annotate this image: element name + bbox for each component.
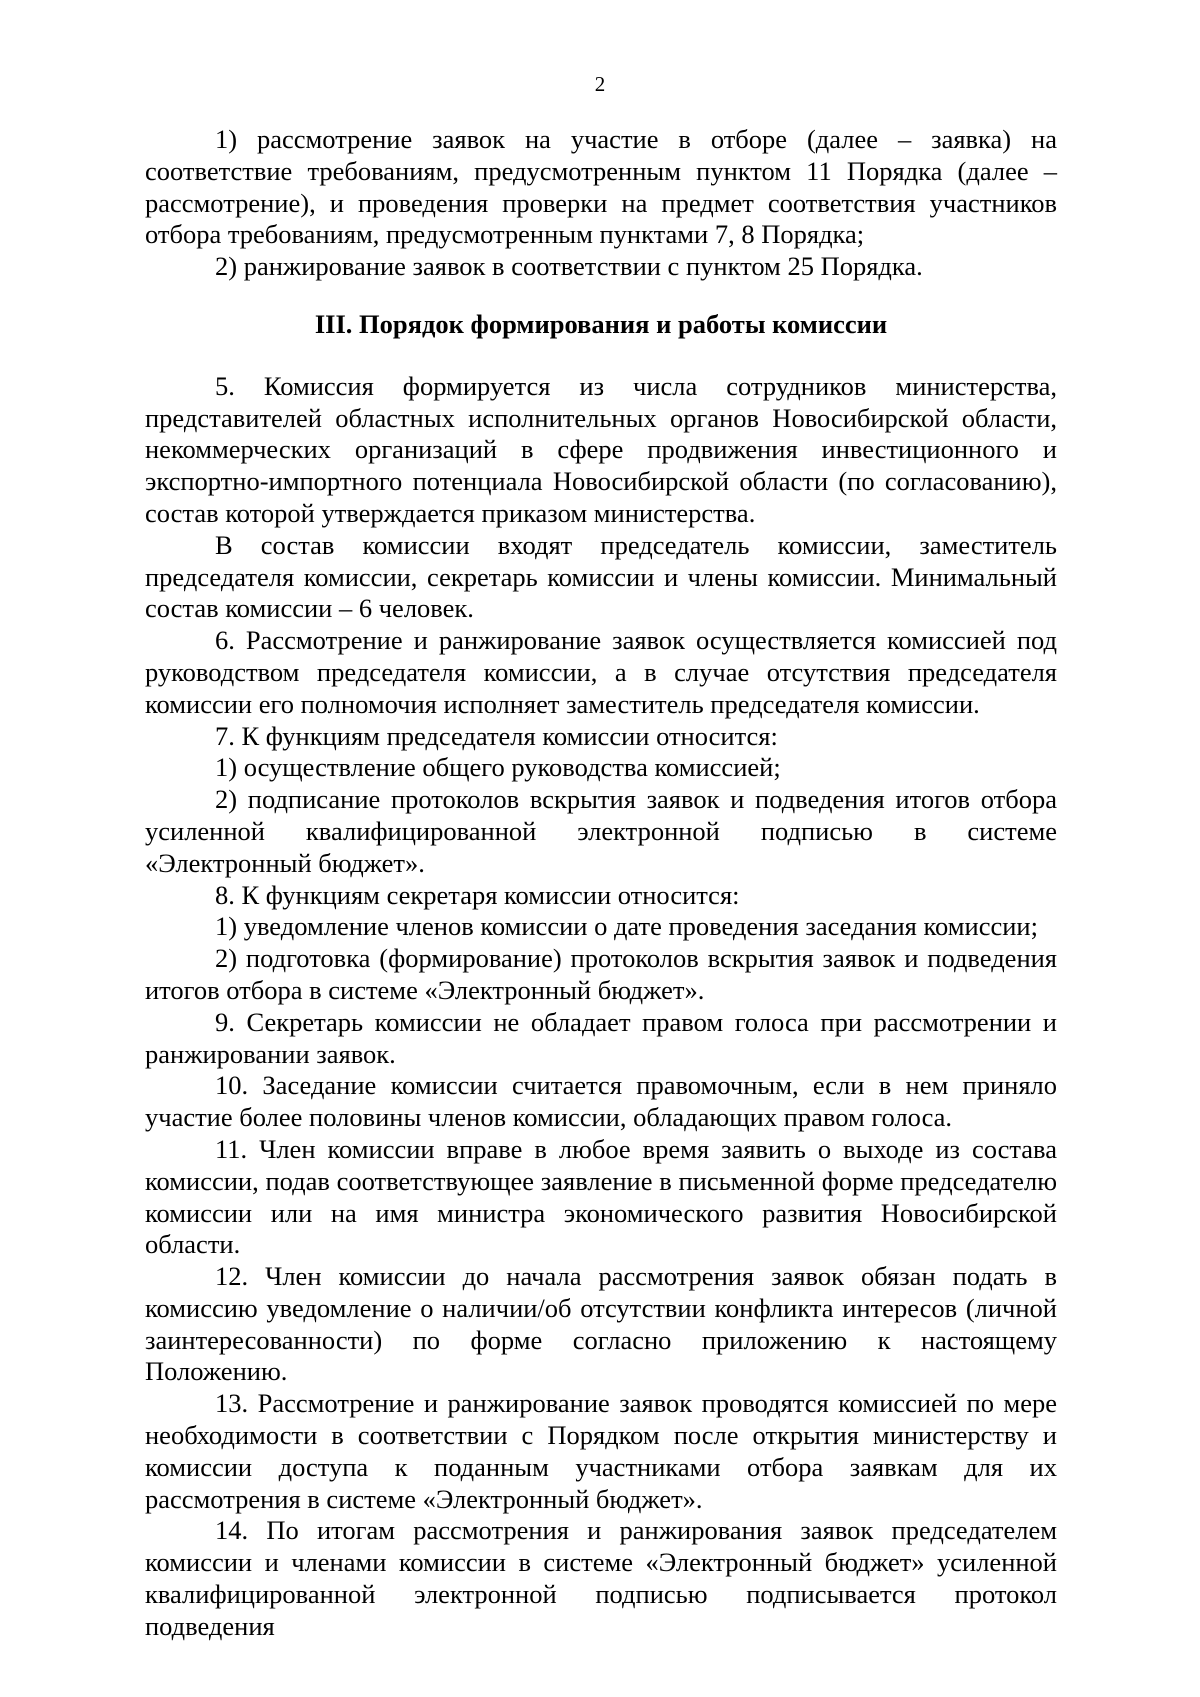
paragraph-7: 7. К функциям председателя комиссии относится: [215,720,778,751]
paragraph-7-item-1: 1) осуществление общего руководства комиссией; [215,752,781,783]
paragraph-8-item-2: 2) подготовка (формирование) протоколов вскрытия заявок и подведения итогов отбора в системе «Электронный бюджет». [145,943,1057,1005]
paragraph-5-composition: В состав комиссии входят председатель комиссии, заместитель председателя комиссии, секретарь комиссии и члены комиссии. Минимальный состав комиссии – 6 человек. [145,529,1057,624]
page-number: 2 [594,72,606,96]
paragraph-14: 14. По итогам рассмотрения и ранжирования заявок председателем комиссии и членами комиссии в системе «Электронный бюджет» усиленной квалифицированной электронной подписью подписывается протокол подведения [145,1515,1057,1641]
paragraph-9: 9. Секретарь комиссии не обладает правом голоса при рассмотрении и ранжировании заявок. [145,1006,1057,1069]
paragraph-10: 10. Заседание комиссии считается правомочным, если в нем приняло участие более половины членов комиссии, обладающих правом голоса. [145,1070,1057,1133]
document-body [145,124,1057,1643]
paragraph-item-1-review: 1) рассмотрение заявок на участие в отборе (далее – заявка) на соответствие требованиям, предусмотренным пунктом 11 Порядка (далее – рассмотрение), и проведения проверки на предмет соответствия участников отбора требованиям, предусмотренным пунктами 7, 8 Порядка; [145,124,1057,250]
section-heading: III. Порядок формирования и работы комиссии [314,308,888,339]
paragraph-item-2-ranking: 2) ранжирование заявок в соответствии с пунктом 25 Порядка. [215,251,923,282]
paragraph-12: 12. Член комиссии до начала рассмотрения заявок обязан подать в комиссию уведомление о наличии/об отсутствии конфликта интересов (личной заинтересованности) по форме согласно приложению к настоящему Положению. [145,1261,1057,1387]
paragraph-7-item-2: 2) подписание протоколов вскрытия заявок и подведения итогов отбора усиленной квалифицированной электронной подписью в системе «Электронный бюджет». [145,784,1057,878]
paragraph-8: 8. К функциям секретаря комиссии относится: [215,879,740,910]
paragraph-6: 6. Рассмотрение и ранжирование заявок осуществляется комиссией под руководством председателя комиссии, а в случае отсутствия председателя комиссии его полномочия исполняет заместитель председателя комиссии. [145,625,1057,719]
paragraph-13: 13. Рассмотрение и ранжирование заявок проводятся комиссией по мере необходимости в соответствии с Порядком после открытия министерству и комиссии доступа к поданным участниками отбора заявкам для их рассмотрения в системе «Электронный бюджет». [145,1388,1057,1514]
paragraph-8-item-1: 1) уведомление членов комиссии о дате проведения заседания комиссии; [215,911,1038,942]
paragraph-11: 11. Член комиссии вправе в любое время заявить о выходе из состава комиссии, подав соответствующее заявление в письменной форме председателю комиссии или на имя министра экономического развития Новосибирской области. [145,1133,1057,1260]
paragraph-5: 5. Комиссия формируется из числа сотрудников министерства, представителей областных исполнительных органов Новосибирской области, некоммерческих организаций в сфере продвижения инвестиционного и экспортно-импортного потенциала Новосибирской области (по согласованию), состав которой утверждается приказом министерства. [145,370,1057,528]
